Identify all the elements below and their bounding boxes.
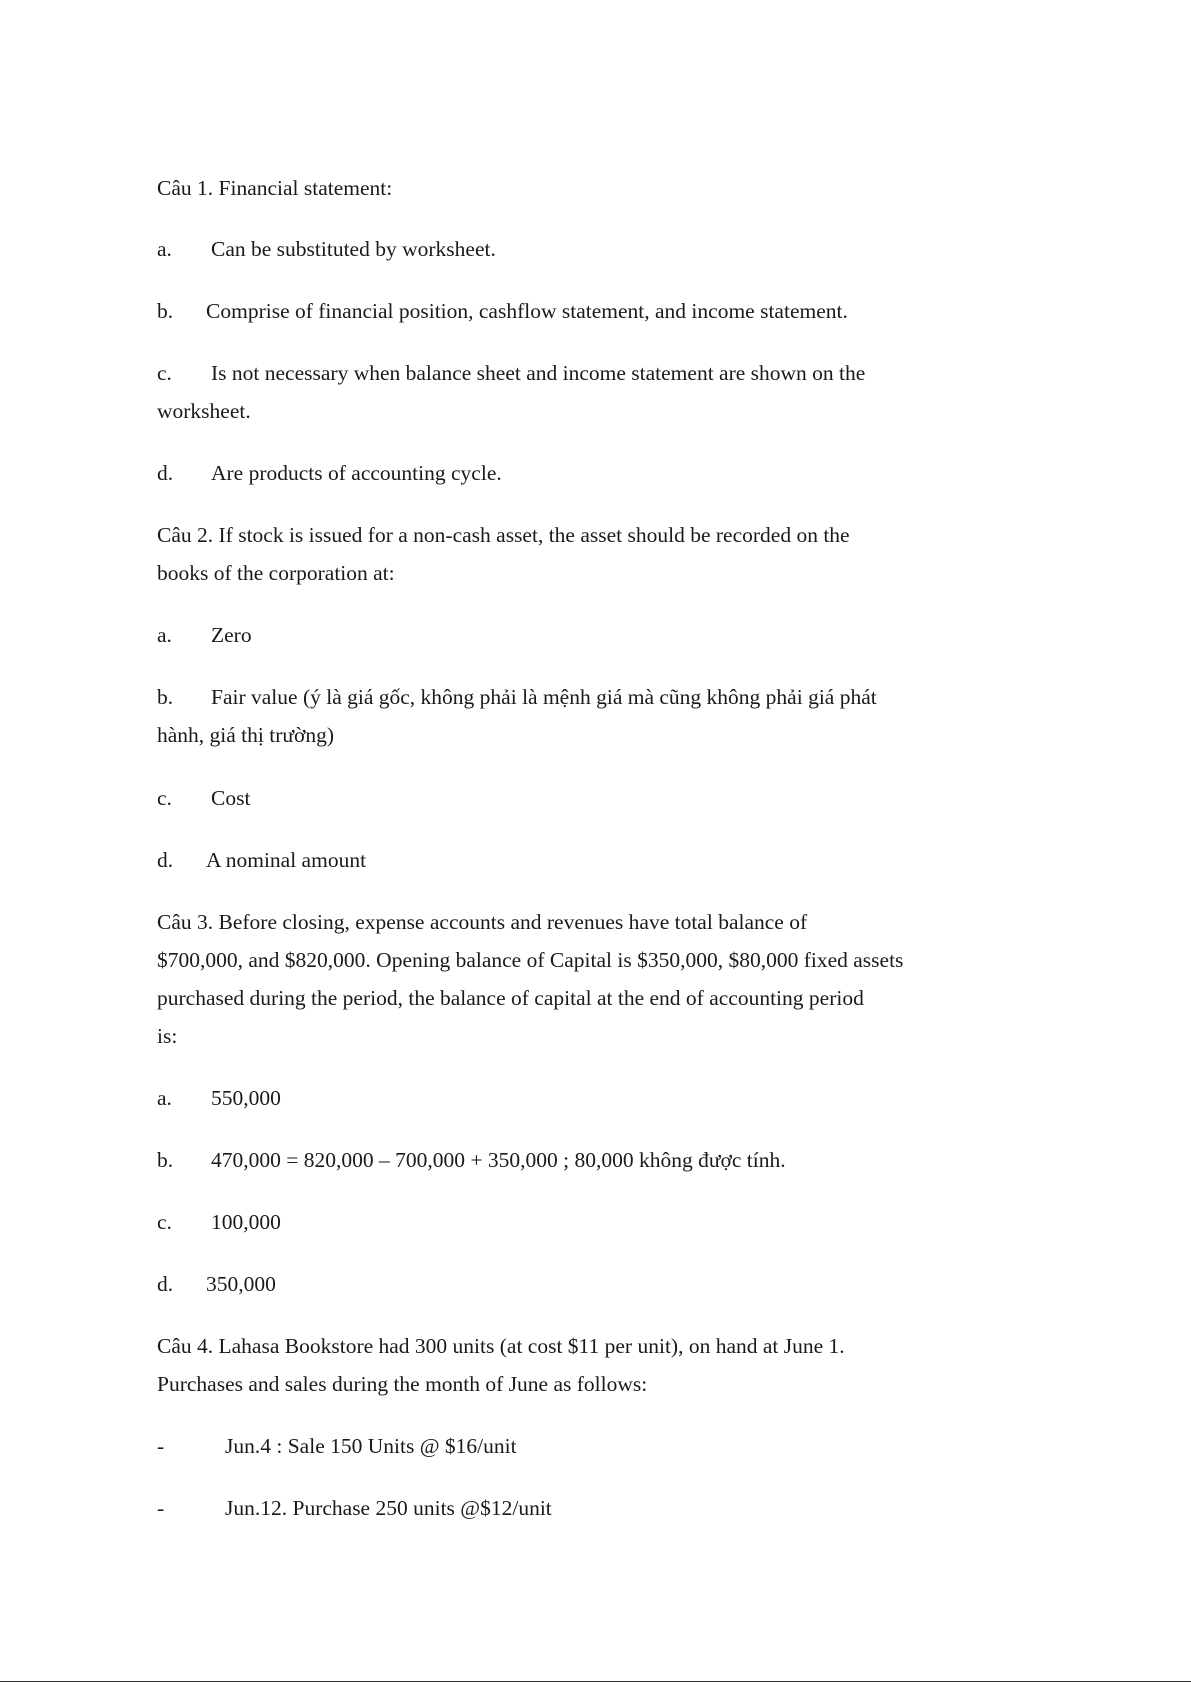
- q4-item-2-text: Jun.12. Purchase 250 units @$12/unit: [225, 1496, 552, 1520]
- q1-option-c-marker: c.: [157, 361, 172, 385]
- q3-stem: Câu 3. Before closing, expense accounts and revenues have total balance of: [157, 910, 808, 934]
- q3-option-a-marker: a.: [157, 1086, 172, 1110]
- q2-option-a-text: Zero: [211, 623, 252, 647]
- q1-stem: Câu 1. Financial statement:: [157, 176, 393, 200]
- q3-option-c-marker: c.: [157, 1210, 172, 1234]
- q3-stem-cont-1: $700,000, and $820,000. Opening balance of Capital is $350,000, $80,000 fixed assets: [157, 948, 904, 972]
- q3-option-d-marker: d.: [157, 1272, 174, 1296]
- q2-option-b-marker: b.: [157, 685, 174, 709]
- q1-option-c-text-cont: worksheet.: [157, 399, 251, 423]
- q4-item-2-marker: -: [157, 1496, 165, 1520]
- q3-option-c-text: 100,000: [211, 1210, 281, 1234]
- q3-option-b-marker: b.: [157, 1148, 174, 1172]
- q2-option-d-marker: d.: [157, 848, 174, 872]
- q1-option-a-text: Can be substituted by worksheet.: [211, 237, 496, 261]
- q3-option-b-text: 470,000 = 820,000 – 700,000 + 350,000 ; 80,000 không được tính.: [211, 1148, 786, 1172]
- page-bottom-edge: [0, 1681, 1191, 1682]
- q2-option-b-text-cont: hành, giá thị trường): [157, 723, 335, 747]
- q4-item-1-text: Jun.4 : Sale 150 Units @ $16/unit: [225, 1434, 517, 1458]
- q4-stem: Câu 4. Lahasa Bookstore had 300 units (at cost $11 per unit), on hand at June 1.: [157, 1334, 845, 1358]
- q2-option-b-text: Fair value (ý là giá gốc, không phải là mệnh giá mà cũng không phải giá phát: [211, 685, 877, 709]
- q1-option-a-marker: a.: [157, 237, 172, 261]
- q3-option-a-text: 550,000: [211, 1086, 281, 1110]
- q2-option-c-marker: c.: [157, 786, 172, 810]
- q2-option-c-text: Cost: [211, 786, 251, 810]
- q1-option-b-text: Comprise of financial position, cashflow statement, and income statement.: [206, 299, 848, 323]
- q1-option-c-text: Is not necessary when balance sheet and income statement are shown on the: [211, 361, 866, 385]
- q2-stem-cont: books of the corporation at:: [157, 561, 395, 585]
- q2-option-a-marker: a.: [157, 623, 172, 647]
- q2-option-d-text: A nominal amount: [206, 848, 367, 872]
- q4-stem-cont: Purchases and sales during the month of June as follows:: [157, 1372, 648, 1396]
- q3-option-d-text: 350,000: [206, 1272, 276, 1296]
- q1-option-d-text: Are products of accounting cycle.: [211, 461, 502, 485]
- q2-stem: Câu 2. If stock is issued for a non-cash asset, the asset should be recorded on the: [157, 523, 850, 547]
- q3-stem-cont-2: purchased during the period, the balance of capital at the end of accounting period: [157, 986, 864, 1010]
- q3-stem-cont-3: is:: [157, 1024, 178, 1048]
- q1-option-b-marker: b.: [157, 299, 174, 323]
- q4-item-1-marker: -: [157, 1434, 165, 1458]
- q1-option-d-marker: d.: [157, 461, 174, 485]
